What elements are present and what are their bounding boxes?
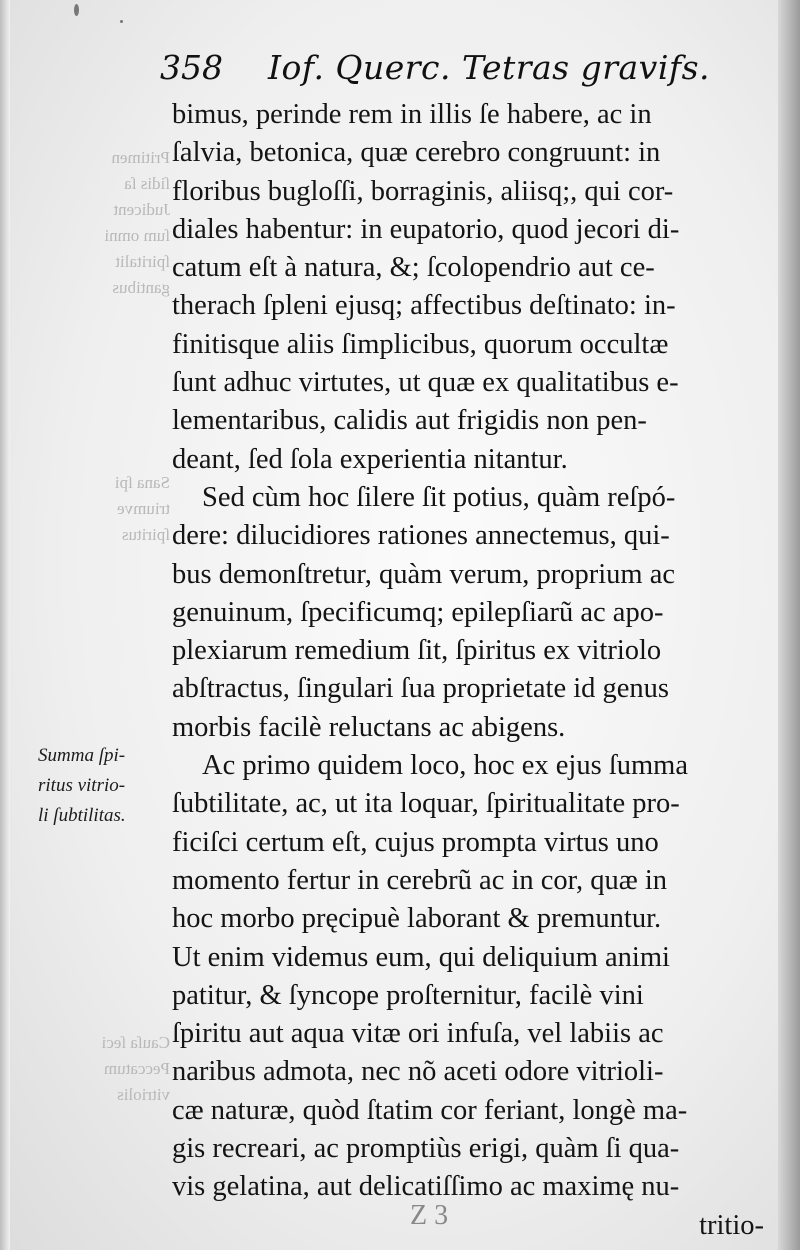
page-number: 358: [160, 48, 223, 87]
text-line: vis gelatina, aut delicatiſſimo ac maximę nu-: [172, 1171, 680, 1203]
text-line: ſubtilitate, ac, ut ita loquar, ſpiritualitate pro-: [172, 788, 680, 820]
text-line: floribus bugloſſi, borraginis, aliisq;, qui cor-: [172, 175, 674, 207]
text-line: ſpiritu aut aqua vitæ ori infuſa, vel labiis ac: [172, 1018, 664, 1050]
signature-mark: Z 3: [410, 1200, 449, 1231]
ink-speck: [74, 4, 79, 16]
text-line: bimus, perinde rem in illis ſe habere, ac in: [172, 99, 652, 130]
text-line: ſunt adhuc virtutes, ut quæ ex qualitatibus e-: [172, 367, 679, 399]
text-line: bus demonſtretur, quàm verum, proprium ac: [172, 558, 676, 590]
text-line: naribus admota, nec nõ aceti odore vitrioli-: [172, 1056, 664, 1088]
text-line: plexiarum remedium ſit, ſpiritus ex vitriolo: [172, 635, 662, 667]
text-line: diales habentur: in eupatorio, quod jecori di-: [172, 213, 680, 245]
catchword: tritio-: [699, 1209, 764, 1241]
text-line: morbis facilè reluctans ac abigens.: [172, 711, 566, 743]
text-line: catum eſt à natura, &; ſcolopendrio aut ce-: [172, 252, 655, 284]
margin-note-line: Summa ſpi-: [38, 745, 126, 766]
text-line: Sed cùm hoc ſilere ſit potius, quàm reſpó-: [202, 481, 676, 513]
bleed-through-text: Sana ſpi triumve ſpiritus: [114, 473, 170, 544]
text-line: cæ naturæ, quòd ſtatim cor feriant, longè ma-: [172, 1094, 688, 1126]
text-line: dere: dilucidiores rationes annectemus, qui-: [172, 520, 670, 552]
text-line: finitisque aliis ſimplicibus, quorum occultæ: [172, 328, 669, 360]
margin-note-line: ritus vitrio-: [38, 775, 126, 796]
bleed-through-text: Cauſa ſeci Peccatum vitriolis: [101, 1033, 170, 1104]
page-gutter-shadow: [0, 0, 10, 1250]
running-title: Iof. Querc. Tetras gravifs.: [268, 48, 711, 87]
text-line: lementaribus, calidis aut frigidis non pen-: [172, 405, 647, 437]
text-line: patitur, & ſyncope proſternitur, facilè vini: [172, 979, 644, 1011]
page-edge-shadow: [778, 0, 800, 1250]
text-line: therach ſpleni ejusq; affectibus deſtinato: in-: [172, 290, 676, 322]
bleed-through-text: Pritimen ſidis ſa Judicent ſum omni ſpiritalit gantibus: [104, 148, 170, 297]
ink-speck: [120, 20, 123, 23]
text-line: hoc morbo pręcipuè laborant & premuntur.: [172, 903, 662, 935]
text-line: abſtractus, ſingulari ſua proprietate id genus: [172, 673, 670, 705]
text-line: gis recreari, ac promptiùs erigi, quàm ſi qua-: [172, 1133, 680, 1165]
text-line: momento fertur in cerebrũ ac in cor, quæ in: [172, 864, 668, 896]
body-text: [172, 96, 764, 1245]
margin-note-line: li ſubtilitas.: [38, 805, 126, 826]
text-line: Ac primo quidem loco, hoc ex ejus ſumma: [202, 750, 688, 782]
text-line: deant, ſed ſola experientia nitantur.: [172, 443, 568, 475]
margin-note: [38, 741, 178, 831]
text-line: Ut enim videmus eum, qui deliquium animi: [172, 941, 670, 973]
text-line: ſalvia, betonica, quæ cerebro congruunt: in: [172, 137, 661, 169]
text-line: ficiſci certum eſt, cujus prompta virtus uno: [172, 826, 659, 858]
text-line: genuinum, ſpecificumq; epilepſiarũ ac apo-: [172, 596, 664, 628]
